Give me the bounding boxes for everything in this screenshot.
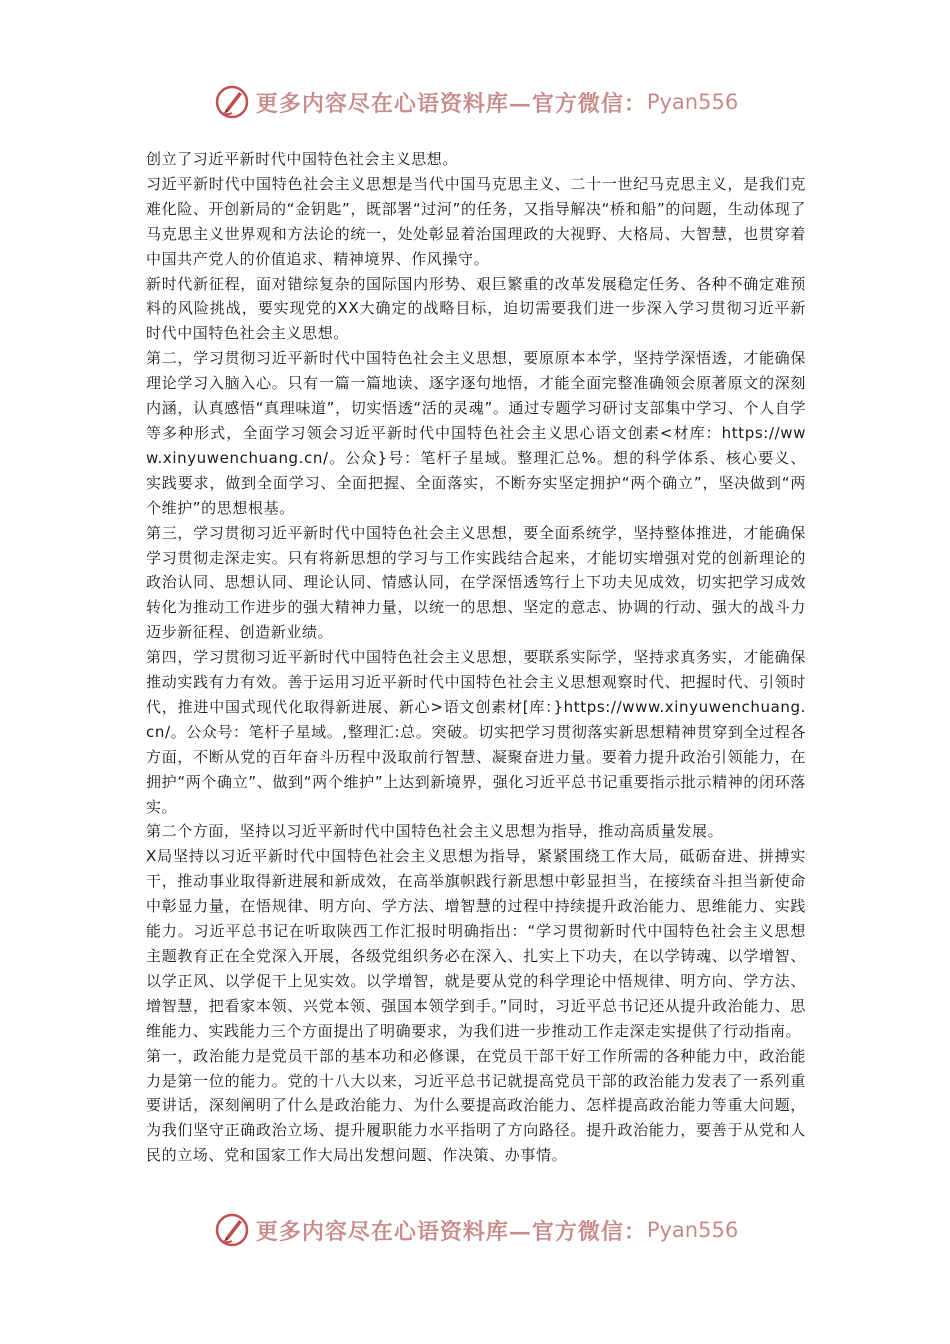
pen-circle-icon: [212, 1210, 252, 1250]
paragraph: 第四，学习贯彻习近平新时代中国特色社会主义思想，要联系实际学，坚持求真务实，才能确保推动实践有力有效。善于运用习近平新时代中国特色社会主义思想观察时代、把握时代、引领时代，推进中国式现代化取得新进展、新心>语文创素材[库：}https://www.xinyuwenchuang.cn/。公众号：笔杆子星域。,整理汇:总。突破。切实把学习贯彻落实新思想精神贯穿到全过程各方面，不断从党的百年奋斗历程中汲取前行智慧、凝聚奋进力量。要着力提升政治引领能力，在拥护“两个确立”、做到“两个维护”上达到新境界，强化习近平总书记重要指示批示精神的闭环落实。: [146, 648, 806, 816]
paragraph: X局坚持以习近平新时代中国特色社会主义思想为指导，紧紧围绕工作大局，砥砺奋进、拼搏实干，推动事业取得新进展和新成效，在高举旗帜践行新思想中彰显担当，在接续奋斗担当新使命中彰显力量，在悟规律、明方向、学方法、增智慧的过程中持续提升政治能力、思维能力、实践能力。习近平总书记在听取陕西工作汇报时明确指出：“学习贯彻新时代中国特色社会主义思想主题教育正在全党深入开展，各级党组织务必在深入、扎实上下功夫，在以学铸魂、以学增智、以学正风、以学促干上见实效。以学增智，就是要从党的科学理论中悟规律、明方向、学方法、增智慧，把看家本领、兴党本领、强国本领学到手。”同时，习近平总书记还从提升政治能力、思维能力、实践能力三个方面提出了明确要求，为我们进一步推动工作走深走实提供了行动指南。: [146, 847, 806, 1040]
wechat-id: Pyan556: [646, 90, 739, 114]
paragraph: 第二个方面，坚持以习近平新时代中国特色社会主义思想为指导，推动高质量发展。: [146, 822, 724, 841]
paragraph: 创立了习近平新时代中国特色社会主义思想。: [146, 150, 459, 168]
pen-circle-icon: [212, 82, 252, 122]
paragraph: 第一，政治能力是党员干部的基本功和必修课，在党员干部干好工作所需的各种能力中，政治能力是第一位的能力。党的十八大以来，习近平总书记就提高党员干部的政治能力发表了一系列重要讲话，深刻阐明了什么是政治能力、为什么要提高政治能力、怎样提高政治能力等重大问题，为我们坚守正确政治立场、提升履职能力水平指明了方向路径。提升政治能力，要善于从党和人民的立场、党和国家工作大局出发想问题、作决策、办事情。: [146, 1046, 806, 1165]
paragraph: 新时代新征程，面对错综复杂的国际国内形势、艰巨繁重的改革发展稳定任务、各种不确定难预料的风险挑战，要实现党的XX大确定的战略目标，迫切需要我们进一步深入学习贯彻习近平新时代中国特色社会主义思想。: [146, 274, 806, 343]
footer-banner: [0, 1208, 950, 1252]
header-banner: [0, 80, 950, 124]
wechat-id: Pyan556: [646, 1218, 739, 1242]
paragraph: 第三，学习贯彻习近平新时代中国特色社会主义思想，要全面系统学，坚持整体推进，才能确保学习贯彻走深走实。只有将新思想的学习与工作实践结合起来，才能切实增强对党的创新理论的政治认同、思想认同、理论认同、情感认同，在学深悟透笃行上下功夫见成效，切实把学习成效转化为推动工作进步的强大精神力量，以统一的思想、坚定的意志、协调的行动、强大的战斗力迈步新征程、创造新业绩。: [146, 523, 806, 642]
paragraph: 习近平新时代中国特色社会主义思想是当代中国马克思主义、二十一世纪马克思主义，是我们克难化险、开创新局的“金钥匙”，既部署“过河”的任务，又指导解决“桥和船”的问题，生动体现了马克思主义世界观和方法论的统一，处处彰显着治国理政的大视野、大格局、大智慧，也贯穿着中国共产党人的价值追求、精神境界、作风操守。: [146, 174, 806, 268]
banner-text: 更多内容尽在心语资料库—官方微信：: [255, 1218, 647, 1245]
document-body: [146, 147, 806, 1168]
paragraph: 第二，学习贯彻习近平新时代中国特色社会主义思想，要原原本本学，坚持学深悟透，才能确保理论学习入脑入心。只有一篇一篇地读、逐字逐句地悟，才能全面完整准确领会原著原文的深刻内涵，认真感悟“真理味道”，切实悟透“活的灵魂”。通过专题学习研讨支部集中学习、个人自学等多种形式，全面学习领会习近平新时代中国特色社会主义思心语文创素<材库：https://www.xinyuwenchuang.cn/。公众}号：笔杆子星域。整理汇总%。想的科学体系、核心要义、实践要求，做到全面学习、全面把握、全面落实，不断夯实坚定拥护“两个确立”，坚决做到“两个维护”的思想根基。: [146, 349, 806, 517]
banner-text: 更多内容尽在心语资料库—官方微信：: [255, 90, 647, 117]
